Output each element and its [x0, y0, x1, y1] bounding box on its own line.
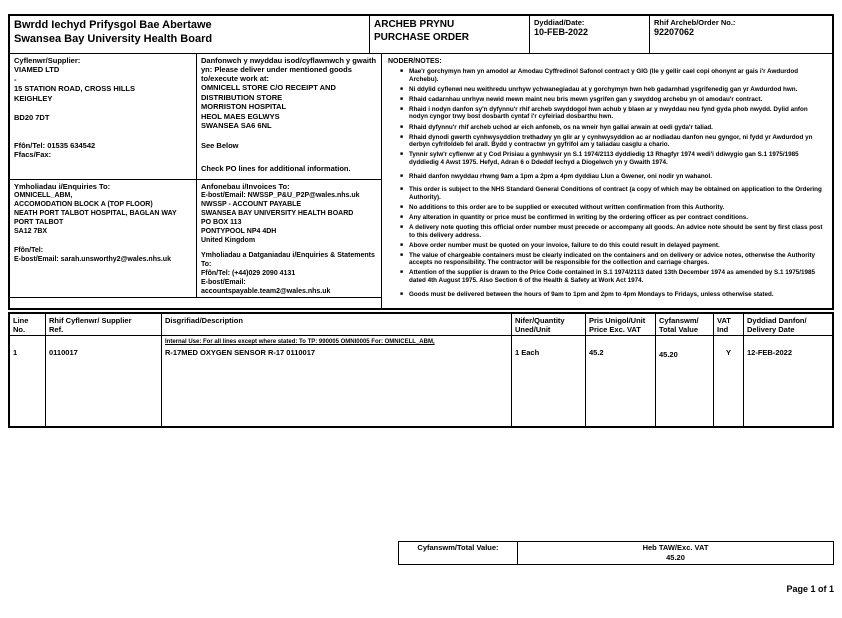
supplier-address-line: -	[14, 74, 17, 84]
filler-strip	[10, 298, 382, 310]
deliver-to-see-below: See Below	[201, 140, 239, 150]
note-item: ■ Rhaid cadarnhau unrhyw newid mewn maint neu bris mewn ysgrifen gan y swyddog archebu yn ol amodau'r contract.	[400, 95, 763, 103]
enquiries-line: OMNICELL_ABM,	[14, 192, 73, 199]
bullet-icon: ■	[400, 186, 404, 193]
bullet-icon: ■	[400, 290, 404, 297]
statements-email-line: E-bost/Email: accountspayable.team2@wales.nhs.uk	[201, 279, 331, 295]
row-supplier-ref: 0110017	[46, 336, 162, 428]
col-header-total-value: Cyfanswm/ Total Value	[656, 314, 714, 336]
row-vat-ind: Y	[714, 336, 744, 428]
enquiries-block	[10, 180, 197, 298]
enquiries-line: ACCOMODATION BLOCK A (TOP FLOOR)	[14, 201, 153, 208]
notes-block	[382, 54, 834, 310]
row-description	[162, 336, 512, 428]
row-total-value: 45.20	[656, 336, 714, 428]
bullet-icon: ■	[400, 172, 404, 179]
bullet-icon: ■	[400, 203, 404, 210]
note-item: ■ No additions to this order are to be supplied or executed without written confirmation from this Authority.	[400, 203, 725, 211]
deliver-to-address-line: OMNICELL STORE C/O RECEIPT AND DISTRIBUTION STORE	[201, 83, 336, 102]
bullet-icon: ■	[400, 224, 404, 230]
supplier-phone-label: Ffôn/Tel:	[14, 140, 46, 150]
note-item: ■ The value of chargeable containers must be clearly indicated on the containers and on delivery or advice notes, otherwise the Authority accepts no responsibility. The contractor will be responsible for the collection and carriage charges.	[400, 251, 816, 267]
invoices-line: SWANSEA BAY UNIVERSITY HEALTH BOARD	[201, 210, 354, 217]
invoices-line: PO BOX 113	[201, 219, 242, 226]
totals-label-cell	[399, 542, 518, 564]
col-header-unit-price: Pris Unigol/Unit Price Exc. VAT	[586, 314, 656, 336]
row-delivery-date: 12-FEB-2022	[747, 348, 793, 357]
internal-use-note: Internal Use: For all lines except where stated: To TP: 990005 OMNI0005 For: OMNICELL_ABM,	[165, 339, 435, 345]
deliver-to-address-line: SWANSEA SA6 6NL	[201, 121, 272, 130]
enquiries-line: NEATH PORT TALBOT HOSPITAL, BAGLAN WAY	[14, 210, 177, 217]
supplier-phone-value: 01535 634542	[47, 140, 96, 150]
totals-label: Cyfanswm/Total Value:	[417, 543, 499, 552]
bullet-icon: ■	[400, 105, 404, 112]
bullet-icon: ■	[400, 151, 404, 158]
supplier-block	[10, 54, 197, 180]
supplier-name: VIAMED LTD	[14, 65, 60, 74]
note-item: ■ Any alteration in quantity or price must be confirmed in writing by the ordering officer as per contract conditions.	[400, 213, 749, 221]
note-item: ■ Rhaid i nodyn danfon sy'n dyfynnu'r rhif archeb swyddogol hwn achub y blaen ar y nwyddau neu fynd gyda phob nwydd. Dylid anfon nodyn cyngor trwy bost dosbarth cyntaf i'r cyfeiriad dosbarthu hwn.	[400, 105, 808, 121]
bullet-icon: ■	[400, 269, 404, 276]
notes-label: NODER/NOTES:	[388, 58, 442, 65]
bullet-icon: ■	[400, 95, 404, 102]
note-item: ■ Ni ddylid cyflenwi neu weithredu unrhyw ychwanegiadau at y gorchymyn hwn heb gadarnhad ysgrifenedig gan yr Awdurdod hwn.	[400, 85, 798, 93]
supplier-fax-label: Ffacs/Fax:	[14, 150, 52, 159]
note-item: ■ Above order number must be quoted on your invoice, failure to do this could result in delayed payment.	[400, 241, 720, 249]
org-name-welsh: Bwrdd Iechyd Prifysgol Bae Abertawe	[14, 19, 212, 31]
bullet-icon: ■	[400, 213, 404, 220]
totals-value-cell	[518, 542, 833, 564]
page-number: Page 1 of 1	[786, 584, 834, 594]
note-item: ■ Rhaid dyfynnu'r rhif archeb uchod ar eich anfoneb, os na wneir hyn gallai arwain at oedi gyda'r taliad.	[400, 123, 713, 131]
date-value: 10-FEB-2022	[534, 27, 589, 37]
note-item: ■ Rhaid danfon nwyddau rhwng 9am a 1pm a 2pm a 4pm dyddiau Llun a Gwener, oni nodir yn wahanol.	[400, 172, 713, 180]
deliver-to-address-line: HEOL MAES EGLWYS	[201, 111, 280, 121]
supplier-phone-row	[14, 141, 192, 151]
date-cell	[530, 16, 650, 54]
col-header-vat-ind: VAT Ind	[714, 314, 744, 336]
bullet-icon: ■	[400, 123, 404, 130]
row-quantity: 1 Each	[512, 336, 586, 428]
doc-title-welsh: ARCHEB PRYNU	[374, 19, 455, 30]
supplier-address-line: KEIGHLEY	[14, 93, 53, 103]
po-info-box	[8, 14, 834, 310]
org-header-cell	[10, 16, 370, 54]
bullet-icon: ■	[400, 133, 404, 140]
deliver-to-address-line: MORRISTON HOSPITAL	[201, 102, 287, 111]
deliver-to-label: Danfonwch y nwyddau isod/cyflawnwch y gwaith yn: Please deliver under mentioned goods to/execute work at:	[201, 56, 377, 83]
bullet-icon: ■	[400, 85, 404, 92]
note-item: ■ This order is subject to the NHS Standard General Conditions of contract (a copy of which may be obtained on application to the Ordering Authority).	[400, 186, 822, 201]
invoices-country: United Kingdom	[201, 237, 256, 244]
invoices-block	[197, 180, 382, 298]
item-description: R-17MED OXYGEN SENSOR R-17 0110017	[165, 348, 316, 357]
col-header-supplier-ref: Rhif Cyflenwr/ Supplier Ref.	[46, 314, 162, 336]
enquiries-line: PORT TALBOT	[14, 219, 64, 226]
row-line-no: 1	[10, 336, 46, 428]
deliver-to-check-po-note: Check PO lines for additional information.	[201, 164, 351, 173]
note-item: ■ Tynnir sylw'r cyflenwr at y Cod Prisiau a gynhwysir yn S.1 1974/2113 dyddiedig 13 Rhagfyr 1974 wedi'i ddiwygio gan S.1 1975/1985 dyddiedig 4 Awst 1975. Hefyd, Adran 6 o Ddeddf Iechyd a Diogelwch yn y Gwaith 1974.	[400, 151, 799, 166]
order-number-value: 92207062	[654, 27, 695, 37]
invoices-line: PONTYPOOL NP4 4DH	[201, 228, 277, 235]
deliver-to-block	[197, 54, 382, 180]
supplier-label: Cyflenwr/Supplier:	[14, 56, 81, 65]
invoices-line: NWSSP - ACCOUNT PAYABLE	[201, 201, 302, 208]
exc-vat-label: Heb TAW/Exc. VAT	[642, 543, 709, 552]
invoices-label: Anfonebau i/Invoices To:	[201, 182, 290, 191]
note-item: ■ Rhaid dynodi gwerth cynhwysyddion trethadwy yn glir ar y cynhwysyddion ac ar nodiadau danfon neu gyngor, ni fydd yr Awdurdod yn derbyn cyfrifoldeb fel arall. Bydd y contractwr yn gyfrifol am y taliadau casglu a chario.	[400, 133, 813, 149]
bullet-icon: ■	[400, 251, 404, 258]
row-unit-price: 45.2	[586, 336, 656, 428]
order-number-cell	[650, 16, 834, 54]
enquiries-email-line: E-bost/Email: sarah.unsworthy2@wales.nhs.uk	[14, 256, 171, 263]
col-header-description: Disgrifiad/Description	[162, 314, 512, 336]
note-item: ■ Attention of the supplier is drawn to the Price Code contained in S.1 1974/2113 dated 13th December 1974 as amended by S.1 1975/1985 dated 4th August 1975. Also Section 6 of the Health & Safety at Work Act 1974.	[400, 269, 815, 285]
note-item: ■ A delivery note quoting this official order number must precede or accompany all goods. An advice note should be sent by first class post to this delivery address.	[400, 224, 823, 239]
col-header-line-no: Line No.	[10, 314, 46, 336]
enquiries-label: Ymholiadau i/Enquiries To:	[14, 182, 111, 191]
note-item: ■ Mae'r gorchymyn hwn yn amodol ar Amodau Cyffredinol Safonol contract y GIG (lle y gellir cael copi ohonynt ar gais i'r Awdurdod Archebu).	[400, 68, 799, 83]
statements-label: Ymholiadau a Datganiadau i/Enquiries & Statements To:	[201, 252, 375, 268]
col-header-delivery-date: Dyddiad Danfon/ Delivery Date	[744, 314, 834, 336]
invoices-email-line: E-bost/Email: NWSSP_P&U_P2P@wales.nhs.uk	[201, 192, 360, 199]
enquiries-postcode: SA12 7BX	[14, 228, 48, 235]
org-name-english: Swansea Bay University Health Board	[14, 33, 213, 45]
order-number-label: Rhif Archeb/Order No.:	[654, 18, 736, 27]
totals-row	[398, 541, 834, 565]
doc-title-cell	[370, 16, 530, 54]
total-amount: 45.20	[666, 553, 685, 562]
doc-title-english: PURCHASE ORDER	[374, 32, 470, 43]
date-label: Dyddiad/Date:	[534, 18, 585, 27]
statements-phone-line: Ffôn/Tel: (+44)029 2090 4131	[201, 270, 296, 277]
enquiries-phone-label: Ffôn/Tel:	[14, 247, 44, 254]
order-lines-table	[8, 312, 834, 428]
note-item: ■ Goods must be delivered between the hours of 9am to 1pm and 2pm to 4pm Mondays to Fridays, unless otherwise stated.	[400, 290, 774, 298]
col-header-quantity: Nifer/Quantity Uned/Unit	[512, 314, 586, 336]
bullet-icon: ■	[400, 241, 404, 248]
bullet-icon: ■	[400, 68, 404, 74]
supplier-postcode: BD20 7DT	[14, 113, 50, 122]
supplier-address-line: 15 STATION ROAD, CROSS HILLS	[14, 84, 135, 93]
